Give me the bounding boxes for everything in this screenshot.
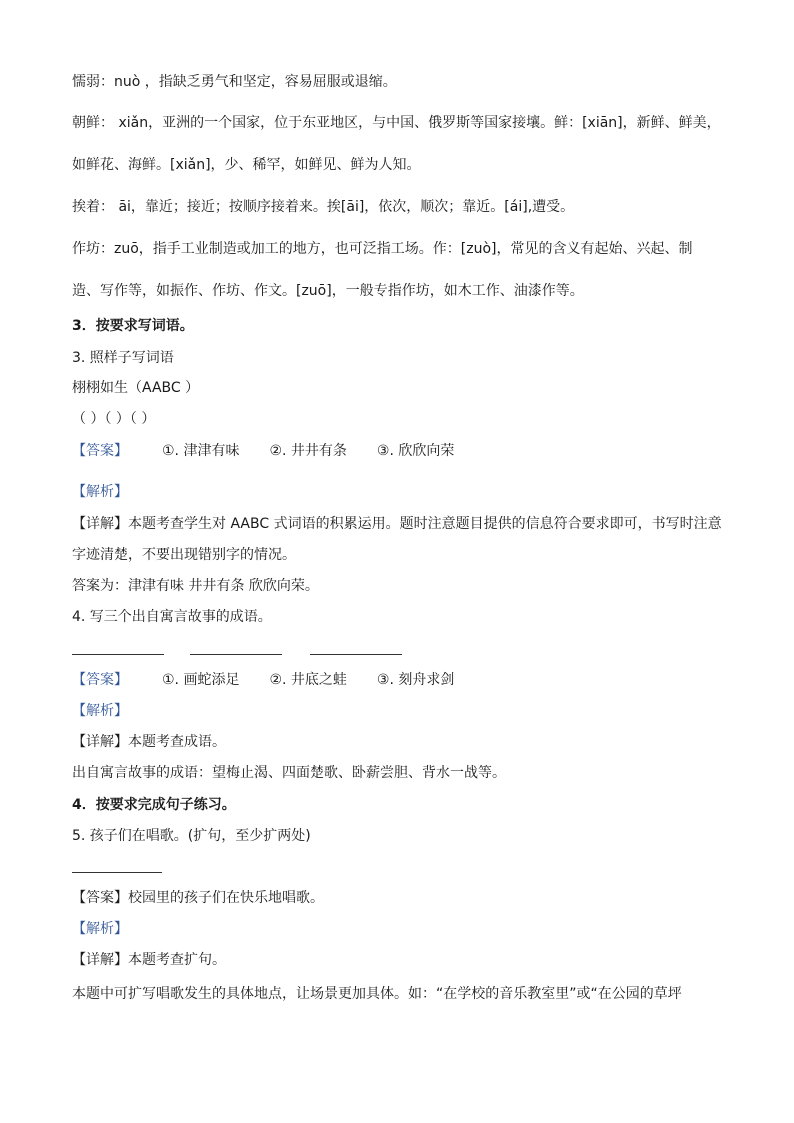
question-3-prompt: 3. 照样子写词语 <box>72 350 174 366</box>
q3-analysis-tag: 【解析】 <box>72 484 128 500</box>
answer-tag: 【答案】 <box>72 443 128 459</box>
q4-answer-1: ①. 画蛇添足 <box>162 672 240 688</box>
definition-line-5: 作坊：zuō，指手工业制造或加工的地方，也可泛指工场。作：[zuò]，常见的含义有起始、兴起、制 <box>72 241 693 257</box>
q3-answer-2: ②. 井井有条 <box>269 443 347 459</box>
answer-blank-3[interactable] <box>310 654 402 655</box>
q3-detail-line-1: 【详解】本题考查学生对 AABC 式词语的积累运用。题时注意题目提供的信息符合要求即可，书写时注意 <box>72 516 722 532</box>
question-3-example: 栩栩如生（AABC ） <box>72 380 200 396</box>
q3-summary: 答案为：津津有味 井井有条 欣欣向荣。 <box>72 578 319 594</box>
q3-answer-3: ③. 欣欣向荣 <box>376 443 455 459</box>
q4-detail-line-1: 【详解】本题考查成语。 <box>72 734 226 750</box>
answer-tag: 【答案】 <box>72 672 128 688</box>
q3-detail-line-2: 字迹清楚，不要出现错别字的情况。 <box>72 547 296 563</box>
question-5-prompt: 5. 孩子们在唱歌。(扩句，至少扩两处) <box>72 828 311 844</box>
definition-line-4: 挨着： āi，靠近；接近；按顺序接着来。挨[āi]，依次，顺次；靠近。[ái],遭受。 <box>72 199 575 215</box>
q4-answer-3: ③. 刻舟求剑 <box>376 672 455 688</box>
question-3-answer-row <box>72 441 454 461</box>
definition-line-6: 造、写作等，如振作、作坊、作文。[zuō]，一般专指作坊，如木工作、油漆作等。 <box>72 283 584 299</box>
section-3-heading: 3．按要求写词语。 <box>72 318 194 334</box>
definition-line-1: 懦弱：nuò ，指缺乏勇气和坚定，容易屈服或退缩。 <box>72 74 397 90</box>
q5-detail-line-2: 本题中可扩写唱歌发生的具体地点，让场景更加具体。如：“在学校的音乐教室里”或“在公园的草坪 <box>72 986 682 1002</box>
q4-detail-line-2: 出自寓言故事的成语：望梅止渴、四面楚歌、卧薪尝胆、背水一战等。 <box>72 765 506 781</box>
q5-detail-line-1: 【详解】本题考查扩句。 <box>72 952 226 968</box>
answer-blank-1[interactable] <box>72 654 164 655</box>
definition-line-3: 如鲜花、海鲜。[xiǎn]，少、稀罕，如鲜见、鲜为人知。 <box>72 157 421 173</box>
question-4-answer-row <box>72 670 454 690</box>
q3-answer-1: ①. 津津有味 <box>162 443 240 459</box>
answer-blank-2[interactable] <box>190 654 282 655</box>
definition-line-2: 朝鲜： xiǎn，亚洲的一个国家，位于东亚地区，与中国、俄罗斯等国家接壤。鲜：[xiān]，新鲜、鲜美， <box>72 115 721 131</box>
section-4-heading: 4．按要求完成句子练习。 <box>72 797 236 813</box>
q5-analysis-tag: 【解析】 <box>72 921 128 937</box>
q4-answer-2: ②. 井底之蛙 <box>269 672 347 688</box>
answer-blank-q5[interactable] <box>72 872 162 873</box>
q5-answer-line: 【答案】校园里的孩子们在快乐地唱歌。 <box>72 890 324 906</box>
question-4-prompt: 4. 写三个出自寓言故事的成语。 <box>72 609 272 625</box>
question-3-blanks: （ ）（ ）（ ） <box>72 411 156 427</box>
q4-analysis-tag: 【解析】 <box>72 703 128 719</box>
